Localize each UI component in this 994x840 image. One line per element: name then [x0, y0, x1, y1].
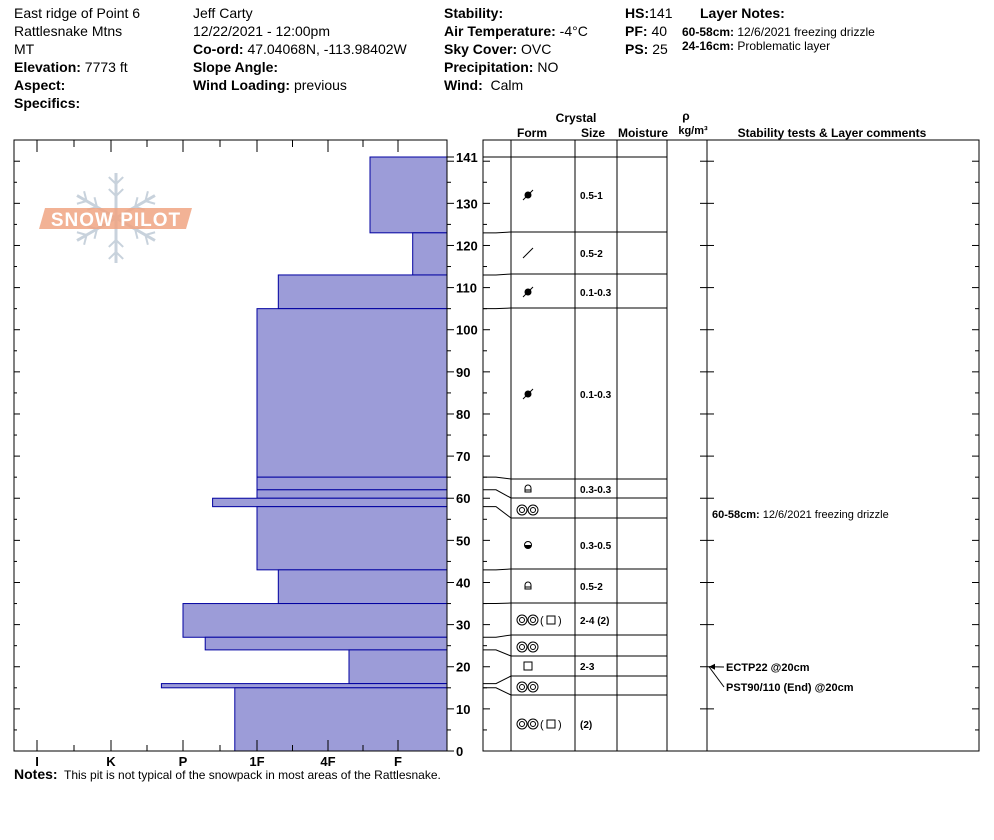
hardness-label: P — [178, 754, 188, 769]
crystal-size-label: 2-4 (2) — [580, 616, 610, 627]
depth-label: 80 — [456, 406, 471, 422]
paren-close: ) — [558, 719, 562, 731]
snowflake-branch — [145, 232, 155, 235]
crystal-size-label: 0.3-0.5 — [580, 541, 612, 552]
logo-text: SNOW PILOT — [50, 210, 182, 231]
crystal-size-label: (2) — [580, 720, 593, 731]
depth-hoar-icon — [517, 642, 527, 652]
depth-connector — [483, 232, 511, 233]
crystal-size-label: 0.5-2 — [580, 582, 603, 593]
precipitation: Precipitation: NO — [444, 59, 559, 75]
ice-icon — [523, 248, 533, 258]
crystal-size-label: 0.5-1 — [580, 191, 603, 202]
depth-connector — [483, 635, 511, 637]
depth-label: 60 — [456, 491, 471, 507]
location-line-2: Rattlesnake Mtns — [14, 23, 123, 39]
depth-connector — [483, 507, 511, 518]
test-arrow-head — [709, 664, 715, 670]
depth-hoar-icon-inner — [531, 645, 536, 650]
stability-test-ectp: ECTP22 @20cm — [726, 662, 810, 674]
header-size: Size — [580, 126, 606, 140]
hs-value: HS:141 — [625, 5, 673, 21]
depth-connector — [483, 477, 511, 479]
pf-value: PF: 40 — [625, 23, 668, 39]
depth-hoar-icon-inner — [520, 618, 525, 623]
observer: Jeff Carty — [193, 5, 253, 21]
layer-comment-text: 12/6/2021 freezing drizzle — [762, 509, 889, 521]
depth-connector — [483, 676, 511, 684]
air-temperature: Air Temperature: -4°C — [444, 23, 588, 39]
location-line-3: MT — [14, 41, 35, 57]
depth-hoar-icon — [528, 615, 538, 625]
hardness-label: I — [35, 754, 39, 769]
hardness-layer-bar — [278, 275, 447, 309]
hardness-layer-bar — [235, 688, 447, 751]
hardness-label: F — [394, 754, 402, 769]
paren-open: ( — [540, 719, 544, 731]
depth-label: 40 — [456, 575, 471, 591]
hardness-layer-bar — [278, 570, 447, 604]
depth-hoar-icon-inner — [520, 685, 525, 690]
depth-connector — [483, 274, 511, 275]
depth-hoar-icon — [528, 505, 538, 515]
rounding-facet-icon — [525, 485, 531, 492]
notes: Notes: This pit is not typical of the snowpack in most areas of the Rattlesnake. — [14, 766, 441, 782]
depth-connector — [483, 688, 511, 695]
snowflake-branch — [77, 232, 87, 235]
hardness-label: 1F — [249, 754, 265, 769]
depth-hoar-icon — [517, 682, 527, 692]
coordinates: Co-ord: 47.04068N, -113.98402W — [193, 41, 407, 57]
depth-connector — [483, 603, 511, 604]
snowflake-branch — [145, 201, 155, 204]
depth-hoar-icon-inner — [531, 618, 536, 623]
depth-label: 20 — [456, 659, 471, 675]
slope-angle: Slope Angle: — [193, 59, 279, 75]
elevation: Elevation: 7773 ft — [14, 59, 128, 75]
depth-connector — [483, 308, 511, 309]
depth-hoar-icon-inner — [520, 722, 525, 727]
hardness-layer-bar — [257, 507, 447, 570]
depth-label: 130 — [456, 196, 478, 212]
specifics: Specifics: — [14, 95, 81, 111]
hardness-layer-bar — [257, 477, 447, 490]
depth-label: 70 — [456, 449, 471, 465]
hardness-label: 4F — [320, 754, 336, 769]
paren-open: ( — [540, 615, 544, 627]
header-stability-comments: Stability tests & Layer comments — [737, 126, 927, 140]
snowpilot-logo — [39, 173, 192, 263]
depth-connector — [483, 569, 511, 570]
secondary-facet-icon — [547, 616, 555, 624]
wind-loading: Wind Loading: previous — [193, 77, 347, 93]
crystal-size-label: 0.5-2 — [580, 249, 603, 260]
ps-value: PS: 25 — [625, 41, 668, 57]
snowflake-branch — [77, 201, 87, 204]
crystal-size-label: 2-3 — [580, 662, 595, 673]
header-moisture: Moisture — [617, 126, 669, 140]
header-rho: ρ — [682, 109, 690, 123]
header-crystal: Crystal — [555, 111, 597, 125]
layer-comment — [712, 509, 889, 521]
hardness-layer-bar — [370, 157, 447, 233]
depth-axis-labels — [456, 150, 478, 759]
stability-comments — [709, 509, 889, 694]
depth-hoar-icon — [517, 505, 527, 515]
depth-connector — [483, 650, 511, 656]
crystal-size-label: 0.1-0.3 — [580, 390, 612, 401]
depth-hoar-icon-inner — [531, 722, 536, 727]
depth-connector — [483, 490, 511, 498]
hardness-layer-bar — [183, 604, 447, 638]
depth-label: 30 — [456, 617, 471, 633]
rounding-facet-icon — [525, 582, 531, 589]
hardness-layer-bar — [161, 684, 447, 688]
layer-notes-title: Layer Notes: — [700, 5, 785, 21]
depth-label: 141 — [456, 150, 478, 165]
crystal-size-label: 0.3-0.3 — [580, 485, 612, 496]
hardness-label: K — [106, 754, 116, 769]
header-density-unit: kg/m³ — [678, 125, 708, 137]
wind: Wind: Calm — [444, 77, 524, 93]
paren-close: ) — [558, 615, 562, 627]
crystal-size-label: 0.1-0.3 — [580, 288, 612, 299]
hardness-layer-bar — [257, 490, 447, 498]
hardness-layer-bar — [413, 233, 447, 275]
depth-hoar-icon-inner — [520, 508, 525, 513]
hardness-layer-bar — [205, 637, 447, 650]
depth-label: 0 — [456, 744, 464, 759]
layer-note-1: 60-58cm: 12/6/2021 freezing drizzle — [682, 25, 875, 39]
datetime: 12/22/2021 - 12:00pm — [193, 23, 330, 39]
hardness-layers — [161, 157, 447, 751]
depth-hoar-icon — [528, 682, 538, 692]
stability-test-pst: PST90/110 (End) @20cm — [726, 682, 854, 694]
depth-label: 110 — [456, 280, 477, 296]
hardness-plot-ticks — [14, 140, 979, 751]
layer-note-2: 24-16cm: Problematic layer — [682, 39, 831, 53]
sky-cover: Sky Cover: OVC — [444, 41, 552, 57]
depth-label: 90 — [456, 364, 471, 380]
depth-hoar-icon — [517, 719, 527, 729]
header-form: Form — [517, 126, 547, 140]
depth-hoar-icon-inner — [531, 508, 536, 513]
layer-comment-range: 60-58cm: — [712, 509, 763, 521]
depth-hoar-icon — [517, 615, 527, 625]
test-arrow — [709, 667, 724, 687]
depth-label: 50 — [456, 533, 471, 549]
depth-hoar-icon — [528, 719, 538, 729]
location-line-1: East ridge of Point 6 — [14, 5, 141, 21]
hardness-layer-bar — [257, 309, 447, 478]
depth-hoar-icon — [528, 642, 538, 652]
aspect: Aspect: — [14, 77, 66, 93]
depth-label: 100 — [456, 322, 478, 338]
depth-hoar-icon-inner — [531, 685, 536, 690]
depth-hoar-icon-inner — [520, 645, 525, 650]
hardness-layer-bar — [349, 650, 447, 684]
depth-label: 120 — [456, 238, 478, 254]
hardness-layer-bar — [213, 498, 447, 506]
depth-label: 10 — [456, 701, 471, 717]
stability: Stability: — [444, 5, 504, 21]
secondary-facet-icon — [547, 720, 555, 728]
facet-icon — [524, 662, 532, 670]
